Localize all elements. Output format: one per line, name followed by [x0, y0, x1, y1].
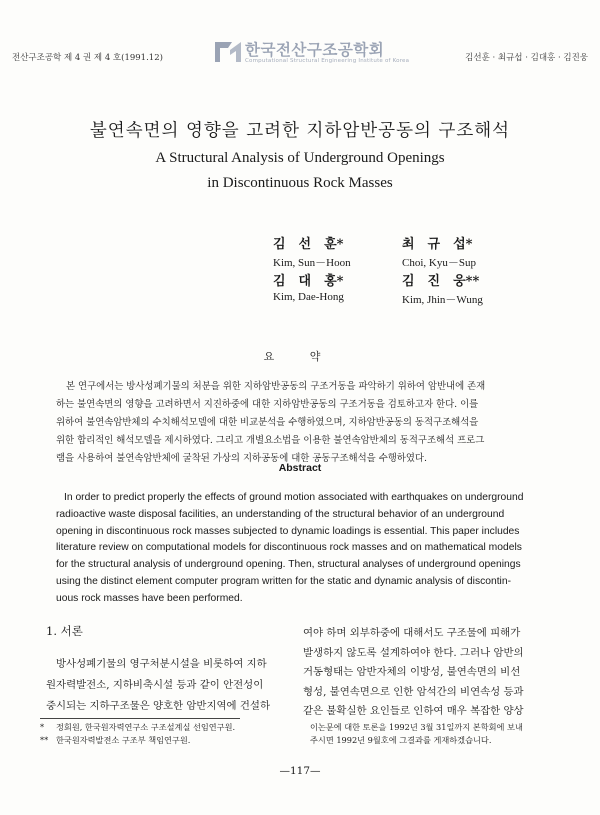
- english-abstract-body: [56, 490, 550, 608]
- author-2-korean: 최 규 섭*: [402, 237, 473, 252]
- society-logo: [214, 38, 410, 68]
- journal-info: 전산구조공학 제 4 권 제 4 호(1991.12): [12, 53, 163, 63]
- footnote-2-text: 한국원자력발전소 구조부 책임연구원.: [56, 735, 191, 745]
- english-abstract-line: opening in discontinuous rock masses subjected to dynamic loadings is essential. This paper includes: [56, 525, 520, 537]
- footnote-2: [40, 734, 190, 747]
- discussion-note-line-1: 이논문에 대한 토론을 1992년 3월 31일까지 본학회에 보내: [310, 722, 523, 732]
- footnote-1: [40, 721, 235, 734]
- korean-abstract-line: 하는 불연속면의 영향을 고려하면서 지진하중에 대한 지하암반공동의 구조거동을 검토하고자 한다. 이를: [56, 399, 479, 410]
- society-logo-icon: [214, 39, 242, 65]
- intro-line: 같은 불확실한 요인들로 인하여 매우 복잡한 양상: [303, 705, 524, 717]
- author-2-english: Choi, Kyu－Sup: [402, 257, 476, 269]
- english-abstract-heading: Abstract: [278, 462, 322, 474]
- author-4-english: Kim, Jhin－Wung: [402, 294, 483, 306]
- footnote-1-mark: *: [40, 722, 45, 732]
- english-abstract-line: radioactive waste disposal facilities, an understanding of the structural behavior of an underground: [56, 508, 505, 520]
- discussion-note-line-2: 주시면 1992년 9월호에 그결과를 게재하겠습니다.: [310, 735, 492, 745]
- english-abstract-line: In order to predict properly the effects of ground motion associated with earthquakes on underground: [64, 492, 524, 503]
- intro-line: 발생하지 않도록 설계하여야 한다. 그러나 암반의: [303, 646, 524, 659]
- author-3-korean: 김 대 홍*: [273, 274, 344, 289]
- section-heading-introduction: 1. 서론: [46, 624, 83, 638]
- author-3-english: Kim, Dae-Hong: [273, 291, 344, 303]
- korean-abstract-line: 램을 사용하여 불연속암반체에 굴착된 가상의 지하공동에 대한 공동구조해석을 수행하였다.: [56, 453, 427, 464]
- footnote-divider: [40, 718, 240, 719]
- title-korean: 불연속면의 영향을 고려한 지하암반공동의 구조해석: [89, 121, 511, 141]
- english-abstract-line: literature review on computational models for discontinuous rock masses and on mathematical models: [56, 542, 522, 554]
- intro-right-column: [303, 624, 555, 722]
- title-english-line-2: in Discontinuous Rock Masses: [207, 175, 393, 191]
- korean-abstract-line: 위하여 불연속암반체의 수치해석모델에 대한 비교분석을 수행하였으며, 지하암반공동의 동적구조해석을: [56, 417, 479, 428]
- intro-line: 방사성폐기물의 영구처분시설을 비롯하여 지하: [56, 658, 267, 670]
- running-authors: 김선훈 · 최규섭 · 김대홍 · 김진웅: [465, 53, 588, 63]
- intro-line: 거동형태는 암반자체의 이방성, 불연속면의 비선: [303, 666, 521, 678]
- english-abstract-line: uous rock masses have been performed.: [56, 592, 243, 604]
- english-abstract-line: for the structural analysis of underground opening. Then, structural analyses of underground openings: [56, 559, 521, 571]
- title-english-line-1: A Structural Analysis of Underground Openings: [155, 150, 445, 166]
- logo-english-text: Computational Structural Engineering Institute of Korea: [245, 58, 410, 64]
- korean-abstract-heading: 요 약: [263, 350, 337, 363]
- korean-abstract-line: 본 연구에서는 방사성폐기물의 처분을 위한 지하암반공동의 구조거동을 파악하기 위하여 암반내에 존재: [66, 381, 486, 392]
- korean-abstract-body: [56, 378, 546, 468]
- page-number: —117—: [279, 765, 321, 777]
- intro-left-column: [46, 654, 292, 717]
- logo-korean-text: 한국전산구조공학회: [245, 41, 385, 59]
- intro-line: 원자력발전소, 지하비축시설 등과 같이 안전성이: [46, 679, 264, 691]
- korean-abstract-line: 위한 합리적인 해석모델을 제시하였다. 그리고 개별요소법을 이용한 불연속암반체의 동적구조해석 프로그: [56, 435, 485, 446]
- footnote-2-mark: **: [40, 735, 49, 745]
- intro-line: 형성, 불연속면으로 인한 암석간의 비연속성 등과: [303, 685, 524, 698]
- author-1-english: Kim, Sun－Hoon: [273, 257, 351, 269]
- footnote-1-text: 정회원, 한국원자력연구소 구조설계실 선임연구원.: [56, 722, 236, 732]
- intro-line: 여야 하며 외부하중에 대해서도 구조물에 피해가: [303, 627, 521, 639]
- author-4-korean: 김 진 웅**: [402, 274, 480, 289]
- intro-line: 중시되는 지하구조물은 양호한 암반지역에 건설하: [46, 700, 270, 712]
- author-1-korean: 김 선 훈*: [273, 237, 344, 252]
- english-abstract-line: using the distinct element computer program written for the static and dynamic analysis of discontin-: [56, 575, 511, 587]
